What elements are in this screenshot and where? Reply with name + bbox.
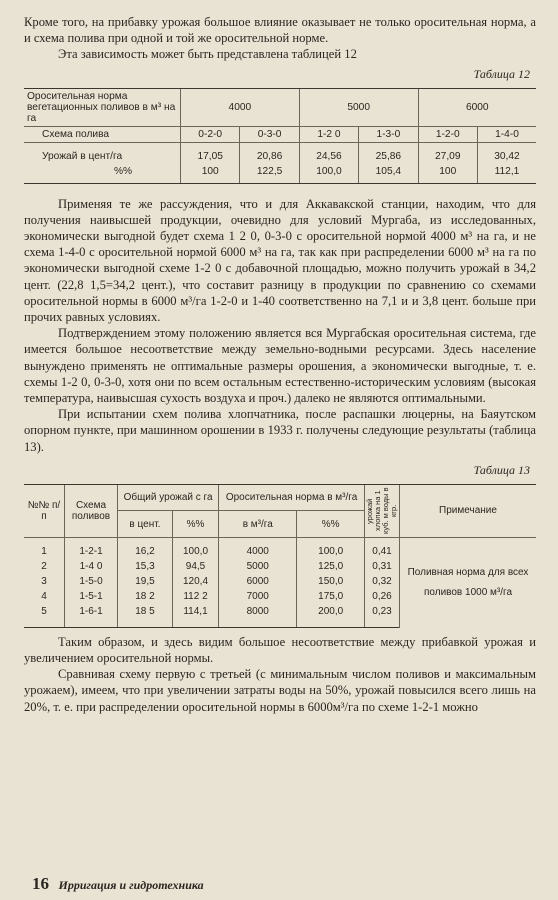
table-row (24, 164, 536, 184)
row-num: 3 (41, 575, 47, 587)
paragraph: Подтверждением этому положению является вся Мургабская оросительная система, где имеется большое несоответствие между земельно-водными ресурсами. Здесь население вынуждено применять не оптимальные размеры орошения, а экономически выгодные, т. е. схемы 1-2 0, 0-3-0, хотя они по всем остальным естественно-историческим условиям (высокая температура, наивысшая сухость воздуха и проч.) далеко не являются оптимальными. (24, 326, 536, 406)
paragraph: Применяя те же рассуждения, что и для Аккавакской станции, находим, что для получения наивысшей продукции, очевидно для условий Мургаба, из исследованных, экономически выгодной будет схема 1 2 0, 0-3-0 с оросительной нормой 4000 м³ на га, и не схема 1-4-0 с оросительной нормой 6000 м³ на га, так как при распределении 6000 м³ на га по экономически выгодной схеме 1-2 0 с добавочной площадью, можно получить урожай в 34,2 цент. (22,8 1,5=34,2 цент.), что составит разницу в продукции по сравнению со схемами оросительной нормы в 6000 м³/га 1-2-0 и 1-40 соответственно на 7,1 и и 3,8 цент. больше при прочих равных условиях. (24, 196, 536, 325)
row-scheme: 1-6-1 (65, 604, 118, 628)
yield-label: Урожай в цент/га (24, 142, 181, 164)
row-num: 1 (24, 537, 65, 559)
table12-caption: Таблица 12 (473, 66, 530, 81)
row-pct: 114,1 (172, 604, 218, 628)
pct-cell: 100 (418, 164, 477, 184)
paragraph: При испытании схем полива хлопчатника, после распашки люцерны, на Баяутском опорном пункте, при машинном орошении в 1933 г. получены следующие результаты (таблица 13). (24, 407, 536, 454)
row-pct: 120,4 (172, 574, 218, 589)
row-m3: 8000 (219, 604, 297, 628)
journal-title: Ирригация и гидротехника (58, 878, 204, 892)
row-scheme: 1-4 0 (65, 559, 118, 574)
scheme-cell: 0-3-0 (240, 126, 299, 142)
yield-cell: 27,09 (418, 142, 477, 164)
row-cent: 19,5 (118, 574, 173, 589)
row-cent: 15,3 (118, 559, 173, 574)
page-footer (32, 874, 204, 894)
row-pct2: 150,0 (297, 574, 365, 589)
row-cent: 18 5 (118, 604, 173, 628)
row-pct: 112 2 (172, 589, 218, 604)
yield-cell: 20,86 (240, 142, 299, 164)
row-m3: 7000 (219, 589, 297, 604)
norm-5000: 5000 (299, 88, 418, 126)
row-m3: 4000 (219, 537, 297, 559)
row-scheme: 1-2-1 (65, 537, 118, 559)
row-num: 5 (24, 604, 65, 628)
pct-header: %% (172, 511, 218, 538)
scheme-cell: 1-4-0 (477, 126, 536, 142)
row-m3: 5000 (219, 559, 297, 574)
norm-6000: 6000 (418, 88, 536, 126)
ratio-header: урожай хлопка на 1 куб. м воды в кгр. (365, 487, 398, 535)
row-ratio: 0,41 (365, 537, 400, 559)
norm-4000: 4000 (181, 88, 300, 126)
yield-cell: 30,42 (477, 142, 536, 164)
pct-cell: 112,1 (477, 164, 536, 184)
row-pct2: 100,0 (297, 537, 365, 559)
row-pct: 94,5 (172, 559, 218, 574)
pct-cell: 100 (181, 164, 240, 184)
row-pct: 100,0 (172, 537, 218, 559)
yield-cell: 24,56 (299, 142, 358, 164)
cent-header: в цент. (118, 511, 173, 538)
row-scheme: 1-5-0 (65, 574, 118, 589)
note-text: Поливная норма для всех поливов 1000 м³/га (400, 537, 537, 627)
table13-caption: Таблица 13 (473, 462, 530, 477)
row-m3: 6000 (219, 574, 297, 589)
pct-cell: 105,4 (359, 164, 418, 184)
row-ratio: 0,31 (365, 559, 400, 574)
norm-header: Оросительная норма в м³/га (219, 484, 365, 511)
row-cent: 18 2 (118, 589, 173, 604)
m3-header: в м³/га (219, 511, 297, 538)
row-ratio: 0,26 (365, 589, 400, 604)
pct2-header: %% (297, 511, 365, 538)
scheme-cell: 1-2-0 (418, 126, 477, 142)
table-row (24, 88, 536, 126)
row-ratio: 0,32 (365, 574, 400, 589)
row-pct2: 200,0 (297, 604, 365, 628)
scheme-label: Схема полива (24, 126, 181, 142)
table-12 (24, 88, 536, 184)
pct-label: %% (24, 164, 181, 184)
yield-cell: 17,05 (181, 142, 240, 164)
row-ratio: 0,23 (365, 604, 400, 628)
pct-cell: 122,5 (240, 164, 299, 184)
row-pct2: 125,0 (297, 559, 365, 574)
table-row (24, 126, 536, 142)
pct-cell: 100,0 (299, 164, 358, 184)
page-number: 16 (32, 874, 49, 893)
row-cent: 16,2 (118, 537, 173, 559)
yield-cell: 25,86 (359, 142, 418, 164)
row-scheme: 1-5-1 (65, 589, 118, 604)
yield-header: Общий урожай с га (118, 484, 219, 511)
scheme-header: Схема поливов (65, 484, 118, 537)
table12-intro: Эта зависимость может быть представлена таблицей 12 (58, 47, 357, 62)
scheme-cell: 1-2 0 (299, 126, 358, 142)
paragraph: Кроме того, на прибавку урожая большое влияние оказывает не только оросительная норма, а и схема полива при одной и той же оросительной норме. (24, 15, 536, 46)
scheme-cell: 0-2-0 (181, 126, 240, 142)
row-num: 2 (41, 560, 47, 572)
paragraph: Сравнивая схему первую с третьей (с минимальным числом поливов и максимальным урожаем), имеем, что при увеличении затраты воды на 50%, урожай повысился всего лишь на 20%, т. е. при распределении оросительной нормы в 6000м³/га по схеме 1-2-1 можно (24, 667, 536, 714)
table-row (24, 484, 536, 511)
paragraph: Таким образом, и здесь видим большое несоответствие между прибавкой урожая и увеличением оросительной нормы. (24, 634, 536, 666)
ratio-header-cell (365, 484, 400, 537)
table-13 (24, 484, 536, 628)
note-header: Примечание (400, 484, 537, 537)
table-row (24, 537, 536, 559)
num-header: №№ п/п (24, 484, 65, 537)
row-num: 4 (41, 590, 47, 602)
norm-header-label: Оросительная норма вегетационных поливов в м³ на га (24, 88, 181, 126)
scheme-cell: 1-3-0 (359, 126, 418, 142)
table-row (24, 142, 536, 164)
row-pct2: 175,0 (297, 589, 365, 604)
